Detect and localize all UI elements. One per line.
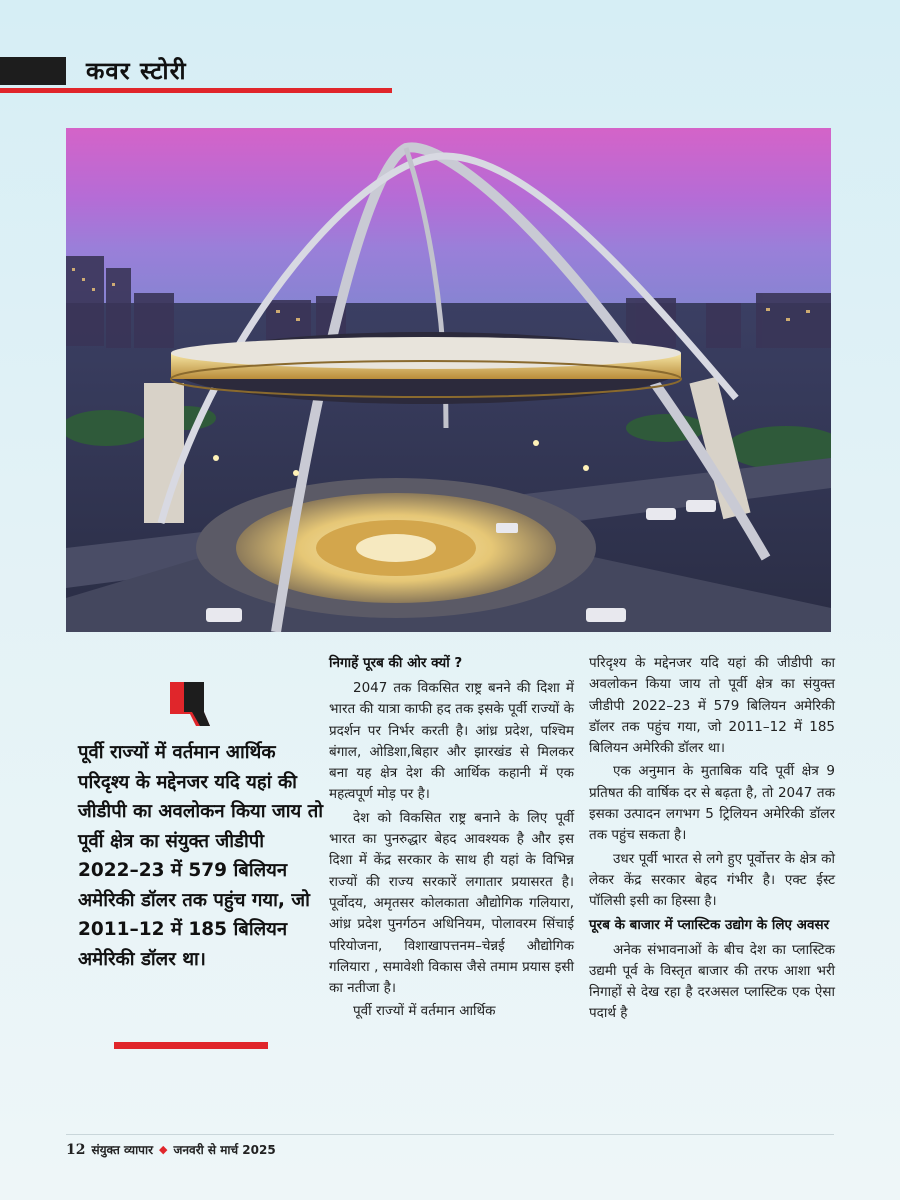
article-paragraph: एक अनुमान के मुताबिक यदि पूर्वी क्षेत्र 9 प्रतिषत की वार्षिक दर से बढ़ता है, तो 2047 तक इसका उत्पादन लगभग 5 ट्रिलियन अमेरिकी डॉलर तक पहुंच सकता है। bbox=[589, 763, 835, 844]
issue-date: जनवरी से मार्च 2025 bbox=[173, 1143, 276, 1157]
diamond-icon: ◆ bbox=[159, 1143, 168, 1156]
article-column-middle bbox=[329, 653, 574, 1025]
section-header-block bbox=[0, 57, 66, 85]
page-number: 12 bbox=[66, 1141, 86, 1158]
magazine-name: संयुक्त व्यापार bbox=[91, 1143, 154, 1157]
page-footer bbox=[66, 1141, 276, 1158]
section-header-rule bbox=[0, 88, 392, 93]
cover-photo bbox=[66, 128, 831, 632]
article-subheading: निगाहें पूरब की ओर क्यों ? bbox=[329, 655, 463, 671]
article-paragraph: 2047 तक विकसित राष्ट्र बनने की दिशा में भारत की यात्रा काफी हद तक इसके पूर्वी राज्यों के प्रदर्शन पर निर्भर करती है। आंध्र प्रदेश, पश्चिम बंगाल, ओडिशा,बिहार और झारखंड से मिलकर बना यह क्षेत्र देश की आर्थिक कहानी में एक महत्वपूर्ण मोड़ पर है। bbox=[329, 680, 574, 803]
footer-rule bbox=[66, 1134, 834, 1135]
pull-quote-rule bbox=[114, 1042, 268, 1049]
section-label: कवर स्टोरी bbox=[86, 57, 187, 85]
article-paragraph: अनेक संभावनाओं के बीच देश का प्लास्टिक उद्यमी पूर्व के विस्तृत बाजार की तरफ आशा भरी निगाहों से देख रहा है दरअसल प्लास्टिक एक ऐसा पदार्थ है bbox=[589, 941, 835, 1022]
article-column-right bbox=[589, 653, 835, 1027]
article-paragraph: उधर पूर्वी भारत से लगे हुए पूर्वोत्तर के क्षेत्र को लेकर केंद्र सरकार बेहद गंभीर है। एक्ट ईस्ट पॉलिसी इसी का हिस्सा है। bbox=[589, 850, 835, 910]
article-subheading: पूरब के बाजार में प्लास्टिक उद्योग के लिए अवसर bbox=[589, 916, 830, 933]
pull-quote: पूर्वी राज्यों में वर्तमान आर्थिक परिदृश्य के मद्देनजर यदि यहां की जीडीपी का अवलोकन किया जाय तो पूर्वी क्षेत्र का संयुक्त जीडीपी 2022–23 में 579 बिलियन अमेरिकी डॉलर तक पहुंच गया, जो 2011–12 में 185 बिलियन अमेरिकी डॉलर था। bbox=[78, 742, 324, 970]
article-paragraph: देश को विकसित राष्ट्र बनाने के लिए पूर्वी भारत का पुनरुद्धार बेहद आवश्यक है और इस दिशा में केंद्र सरकार के साथ ही यहां के विभिन्न राज्यों की राज्य सरकारें लगातार प्रयासरत है। पूर्वोदय, अमृतसर कोलकाता औद्योगिक गलियारा, आंध्र प्रदेश पुनर्गठन अधिनियम, पोलावरम सिंचाई परियोजना, विशाखापत्तनम–चेन्नई औद्योगिक गलियारा , समावेशी विकास जैसे तमाम प्रयास इसी का नतीजा है। bbox=[329, 809, 574, 997]
quote-mark-icon bbox=[170, 682, 210, 726]
article-paragraph: पूर्वी राज्यों में वर्तमान आर्थिक bbox=[353, 1003, 496, 1020]
article-paragraph: परिदृश्य के मद्देनजर यदि यहां की जीडीपी का अवलोकन किया जाय तो पूर्वी क्षेत्र का संयुक्त जीडीपी 2022–23 में 579 बिलियन अमेरिकी डॉलर तक पहुंच गया, जो 2011–12 में 185 बिलियन अमेरिकी डॉलर था। bbox=[589, 655, 835, 757]
